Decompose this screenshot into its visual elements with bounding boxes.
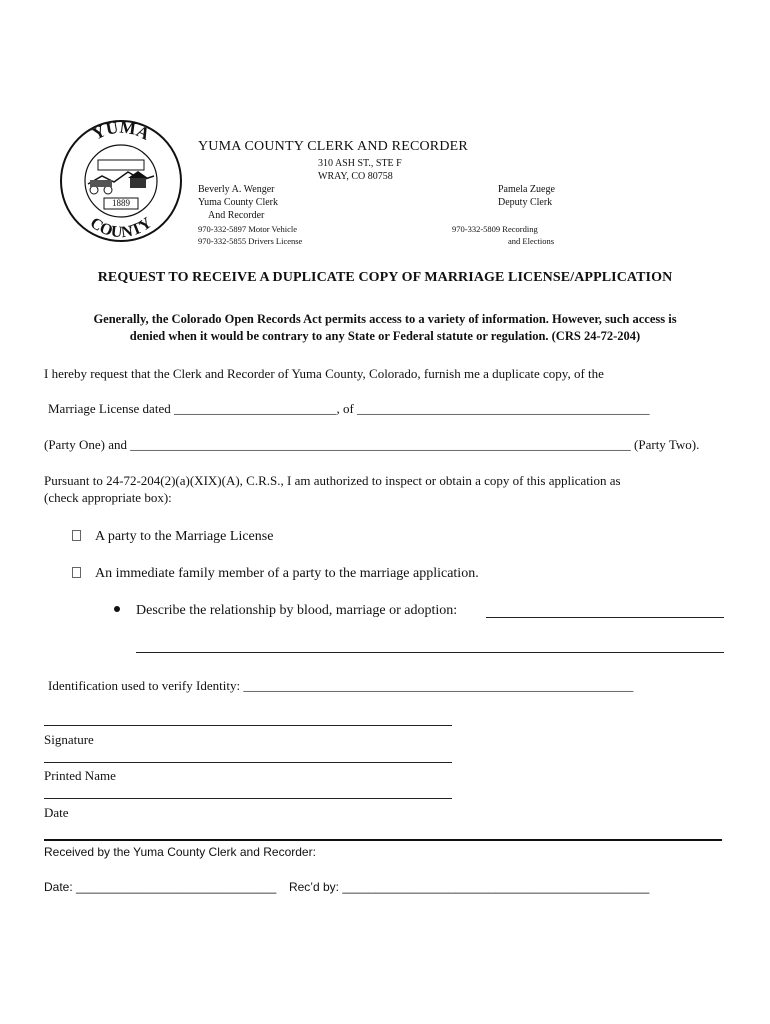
footer-date-label: Date: [44,880,73,894]
authority-line1: Pursuant to 24-72-204(2)(a)(XIX)(A), C.R.S., I am authorized to inspect or obtain a copy of this application as [44,473,621,488]
relationship-field[interactable] [486,617,724,618]
parties-field[interactable]: _____________________________________________________________________________ [130,437,631,452]
yuma-county-seal [58,118,184,244]
date-label: Date [44,805,69,820]
notice-line1: Generally, the Colorado Open Records Act permits access to a variety of information. However, such access is [93,312,677,326]
party-checkbox[interactable] [72,530,81,541]
party-one-label: (Party One) and [44,437,128,452]
deputy-phone-recording: 970-332-5809 Recording [452,224,538,234]
office-title: YUMA COUNTY CLERK AND RECORDER [198,139,468,154]
family-member-checkbox[interactable] [72,567,81,578]
option-family-member[interactable] [72,566,479,582]
form-title: REQUEST TO RECEIVE A DUPLICATE COPY OF MARRIAGE LICENSE/APPLICATION [97,270,673,285]
relationship-field-line2[interactable] [136,652,724,653]
printed-name-field[interactable] [44,762,452,763]
svg-text:COUNTY [87,214,156,241]
authority-line2: (check appropriate box): [44,490,172,505]
printed-name-label: Printed Name [44,768,116,783]
signature-field[interactable] [44,725,452,726]
deputy-name: Pamela Zuege [498,184,555,195]
notice-line2: denied when it would be contrary to any State or Federal statute or regulation. (CRS 24-72-204) [129,329,641,343]
relationship-row [114,603,457,619]
clerk-phone-drivers-license: 970-332-5855 Drivers License [198,236,303,246]
clerk-title-line1: Yuma County Clerk [198,197,278,208]
clerk-name: Beverly A. Wenger [198,184,275,195]
license-dated-row [48,401,650,417]
license-date-field[interactable]: _________________________ [173,401,337,416]
identification-row [48,678,633,694]
address-line1: 310 ASH ST., STE F [318,158,402,169]
section-divider [44,839,722,841]
party-two-label: (Party Two). [634,437,700,452]
clerk-phone-motor-vehicle: 970-332-5897 Motor Vehicle [198,224,297,234]
request-text: I hereby request that the Clerk and Recorder of Yuma County, Colorado, furnish me a duplicate copy, of the [44,366,604,381]
option-party[interactable] [72,529,273,545]
license-dated-label: Marriage License dated [48,401,171,416]
of-label: , of [336,401,354,416]
option-party-label: A party to the Marriage License [95,529,274,544]
recd-by-field[interactable]: ______________________________________________ [342,880,650,894]
date-field[interactable] [44,798,452,799]
seal-bottom-text: COUNTY [86,214,156,242]
seal-year: 1889 [112,198,130,208]
deputy-title: Deputy Clerk [498,197,553,208]
identification-field[interactable]: ____________________________________________________________ [243,678,634,693]
clerk-title-line2: And Recorder [208,210,265,221]
relationship-label: Describe the relationship by blood, marriage or adoption: [136,603,458,618]
address-line2: WRAY, CO 80758 [318,171,393,182]
deputy-phone-elections: and Elections [508,236,555,246]
footer-row [44,880,649,894]
signature-label: Signature [44,732,94,747]
parties-row [44,437,699,453]
svg-text:YUMA [89,118,153,144]
option-family-label: An immediate family member of a party to the marriage application. [95,566,479,581]
footer-date-field[interactable]: ______________________________ [76,880,277,894]
received-label: Received by the Yuma County Clerk and Recorder: [44,845,316,859]
license-of-field[interactable]: _____________________________________________ [357,401,650,416]
bullet-icon [114,606,120,612]
identification-label: Identification used to verify Identity: [48,678,241,693]
seal-top-text: YUMA [89,118,153,144]
recd-by-label: Rec’d by: [288,880,339,894]
